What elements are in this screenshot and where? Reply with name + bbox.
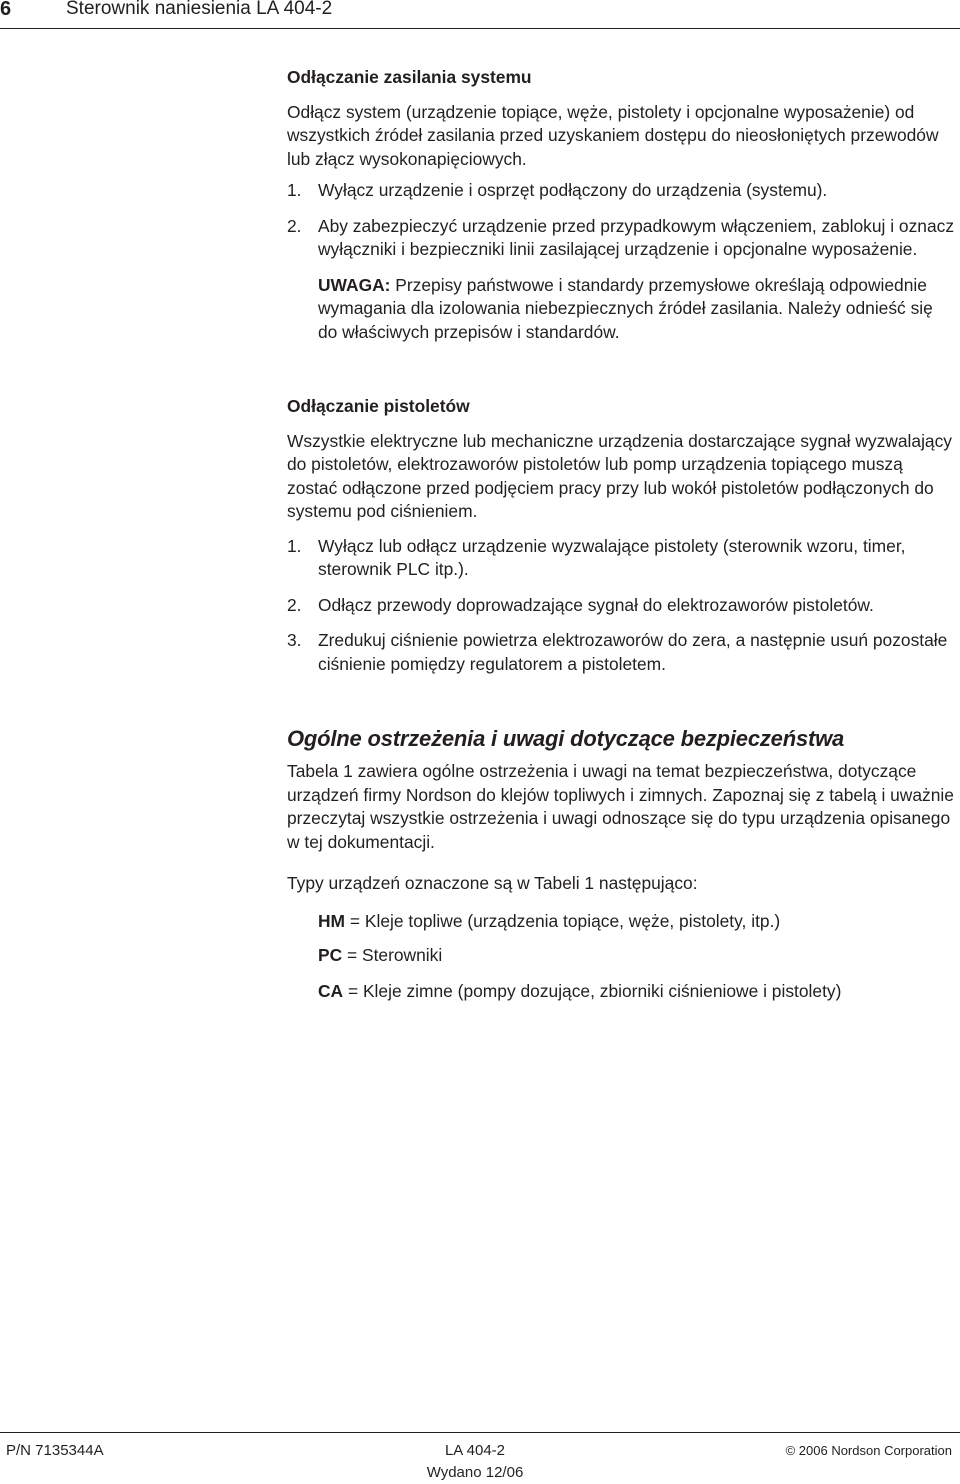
step-text: Zredukuj ciśnienie powietrza elektrozaworów do zera, a następnie usuń pozostałe ciśnienie pomiędzy regulatorem a pistoletem. (318, 630, 948, 674)
step-text: Odłącz przewody doprowadzające sygnał do elektrozaworów pistoletów. (318, 594, 874, 615)
types-intro: Typy urządzeń oznaczone są w Tabeli 1 następująco: (287, 873, 698, 893)
step-list (287, 179, 955, 262)
note-label: UWAGA: (318, 274, 391, 295)
running-title: Sterownik naniesienia LA 404-2 (66, 0, 333, 19)
section-disconnect-guns (287, 395, 955, 676)
step-number: 1. (287, 180, 302, 200)
note-paragraph (287, 274, 955, 345)
section-safety-warnings (287, 725, 955, 1003)
step-item (287, 535, 955, 582)
header-divider (0, 28, 960, 29)
step-text: Aby zabezpieczyć urządzenie przed przypadkowym włączeniem, zablokuj i oznacz wyłączniki i bezpieczniki linii zasilającej urządzenie i opcjonalne wyposażenie. (318, 215, 955, 259)
copyright: © 2006 Nordson Corporation (785, 1443, 952, 1458)
section-disconnect-power (287, 66, 955, 344)
part-number: P/N 7135344A (6, 1442, 104, 1459)
step-item (287, 215, 955, 262)
type-code: PC (318, 945, 343, 965)
footer-model-block (395, 1440, 555, 1484)
section-heading: Odłączanie pistoletów (287, 396, 470, 416)
page-number: 6 (0, 0, 12, 20)
section-intro: Odłącz system (urządzenie topiące, węże, pistolety i opcjonalne wyposażenie) od wszystkich źródeł zasilania przed uzyskaniem dostępu do nieosłoniętych przewodów lub złącz wysokonapięciowych. (287, 101, 939, 169)
step-number: 1. (287, 535, 302, 556)
model-name: LA 404-2 (444, 1442, 506, 1459)
step-item (287, 629, 955, 676)
step-text: Wyłącz urządzenie i osprzęt podłączony do urządzenia (systemu). (318, 180, 828, 200)
section-heading: Odłączanie zasilania systemu (287, 67, 532, 87)
device-type-item (318, 980, 955, 1004)
page-header (0, 0, 960, 22)
section-intro: Tabela 1 zawiera ogólne ostrzeżenia i uwagi na temat bezpieczeństwa, dotyczące urządzeń firmy Nordson do klejów topliwych i zimnych. Zapoznaj się z tabelą i uważnie przeczytaj wszystkie ostrzeżenia i uwagi odnoszące się do typu urządzenia opisanego w tej dokumentacji. (287, 761, 954, 852)
device-type-list (287, 910, 955, 1004)
step-number: 3. (287, 630, 302, 650)
type-description: = Kleje topliwe (urządzenia topiące, węże, pistolety, itp.) (345, 910, 781, 931)
edition-date: Wydano 12/06 (426, 1464, 524, 1481)
section-intro: Wszystkie elektryczne lub mechaniczne urządzenia dostarczające sygnał wyzwalający do pistoletów, elektrozaworów pistoletów lub pomp urządzenia topiącego muszą zostać odłączone przed podjęciem pracy przy lub wokół pistoletów podłączonych do systemu pod ciśnieniem. (287, 430, 952, 521)
type-code: CA (318, 980, 344, 1001)
step-number: 2. (287, 594, 302, 615)
step-list (287, 535, 955, 677)
type-code: HM (318, 910, 346, 931)
step-text: Wyłącz lub odłącz urządzenie wyzwalające pistolety (sterownik wzoru, timer, sterownik PLC itp.). (318, 535, 906, 579)
note-text: Przepisy państwowe i standardy przemysłowe określają odpowiednie wymagania dla izolowania niebezpiecznych źródeł zasilania. Należy odnieść się do właściwych przepisów i standardów. (318, 274, 933, 342)
main-content (287, 66, 955, 1003)
device-type-item (318, 910, 955, 934)
device-type-item (318, 944, 955, 968)
footer-divider (0, 1432, 960, 1433)
section-title: Ogólne ostrzeżenia i uwagi dotyczące bezpieczeństwa (287, 726, 845, 751)
type-description: = Kleje zimne (pompy dozujące, zbiorniki ciśnieniowe i pistolety) (343, 980, 842, 1001)
step-item (287, 594, 955, 618)
step-item (287, 179, 955, 203)
type-description: = Sterowniki (342, 945, 443, 965)
step-number: 2. (287, 215, 302, 236)
